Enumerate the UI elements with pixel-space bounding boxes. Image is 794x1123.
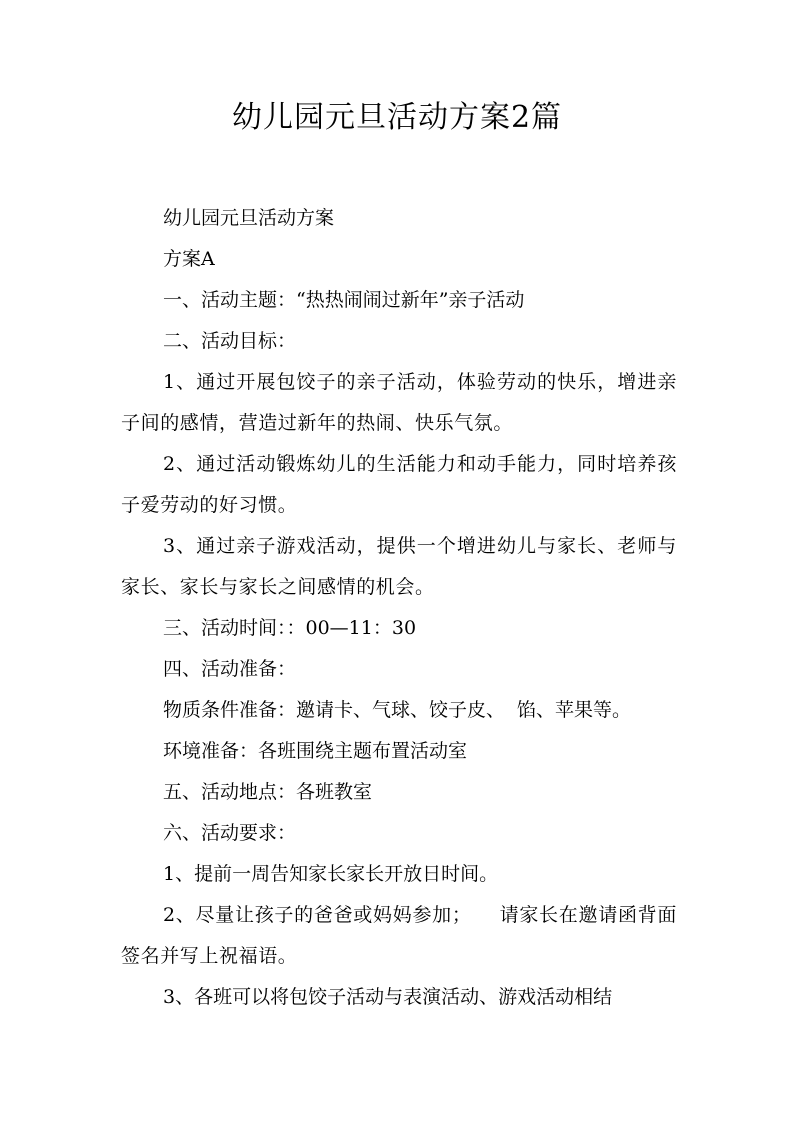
document-body (121, 198, 677, 1018)
requirement-2-part-b: 请家长在邀请函背面签名并写上祝福语。 (121, 904, 677, 967)
requirement-2-part-a: 2、尽量让孩子的爸爸或妈妈参加； (163, 904, 472, 926)
activity-location: 五、活动地点：各班教室 (163, 781, 373, 803)
material-preparation-part-a: 物质条件准备：邀请卡、气球、饺子皮、 (163, 699, 506, 721)
environment-preparation: 环境准备：各班围绕主题布置活动室 (163, 740, 468, 762)
preparation-heading: 四、活动准备： (163, 658, 297, 680)
activity-time: 三、活动时间：：00—11：30 (163, 617, 417, 639)
plan-label: 方案A (163, 248, 215, 270)
goals-heading: 二、活动目标： (163, 330, 297, 352)
goal-3: 3、通过亲子游戏活动，提供一个增进幼儿与家长、老师与家长、家长与家长之间感情的机会。 (121, 535, 677, 598)
requirement-2 (121, 895, 677, 977)
page-title: 幼儿园元旦活动方案2篇 (231, 100, 563, 135)
requirements-heading: 六、活动要求： (163, 822, 297, 844)
material-preparation-part-b: 馅、苹果等。 (517, 699, 632, 721)
requirement-1: 1、提前一周告知家长家长开放日时间。 (163, 863, 499, 885)
section-heading: 幼儿园元旦活动方案 (163, 207, 335, 229)
activity-theme: 一、活动主题：“热热闹闹过新年”亲子活动 (163, 289, 525, 311)
requirement-3: 3、各班可以将包饺子活动与表演活动、游戏活动相结 (163, 986, 613, 1008)
material-preparation (121, 690, 677, 731)
goal-2: 2、通过活动锻炼幼儿的生活能力和动手能力，同时培养孩子爱劳动的好习惯。 (121, 453, 677, 516)
goal-1: 1、通过开展包饺子的亲子活动，体验劳动的快乐，增进亲子间的感情，营造过新年的热闹、快乐气氛。 (121, 371, 677, 434)
